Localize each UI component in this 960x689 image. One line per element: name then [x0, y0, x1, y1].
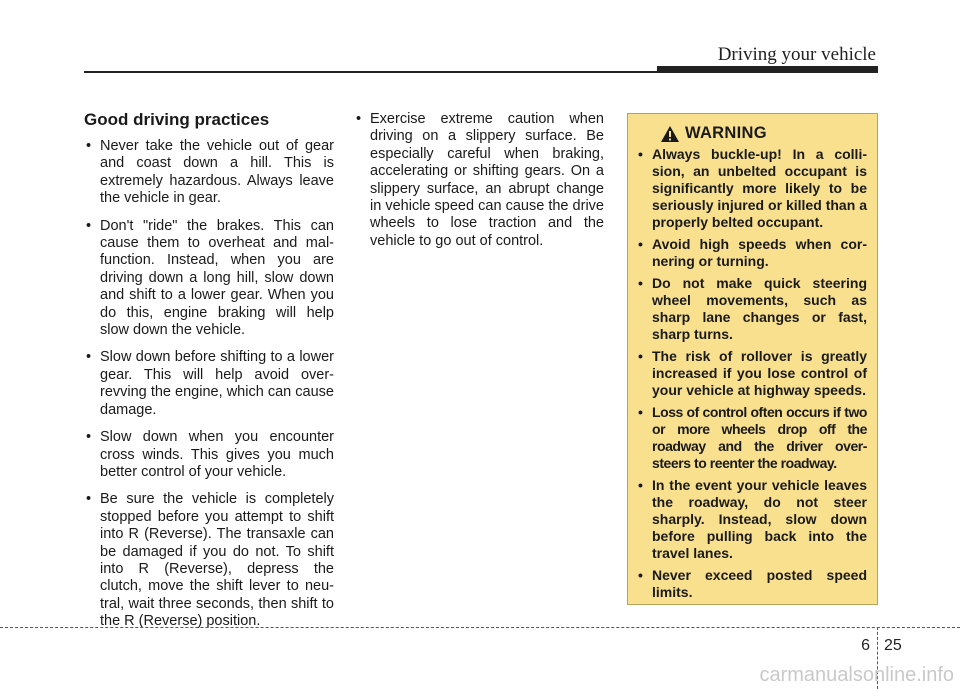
warning-title: WARNING	[685, 124, 767, 142]
slippery-surface-list	[354, 111, 604, 250]
list-item: • Do not make quick steering wheel movements, such as sharp lane changes or fast, sharp turns.	[636, 275, 867, 343]
list-item: • Always buckle-up! In a colli-sion, an unbelted occupant is significantly more likely to be seriously injured or killed than a properly belted occupant.	[636, 146, 867, 231]
list-item: • Never take the vehicle out of gear and coast down a hill. This is extremely hazardous. Always leave the vehicle in gear.	[84, 138, 334, 208]
list-item: • Avoid high speeds when cor-nering or turning.	[636, 236, 867, 270]
watermark: carmanualsonline.info	[759, 664, 954, 686]
middle-column	[354, 111, 604, 260]
section-title: Driving your vehicle	[717, 44, 876, 65]
list-item: • Be sure the vehicle is completely stopped before you attempt to shift into R (Reverse). The transaxle can be damaged if you do not. To shift into R (Reverse), depress the clutch, move the shift lever to neu-tral, wait three seconds, then shift to the R (Reverse) position.	[84, 491, 334, 630]
warning-box	[627, 113, 878, 605]
list-item: • Never exceed posted speed limits.	[636, 567, 867, 601]
list-item: • Slow down before shifting to a lower gear. This will help avoid over-revving the engine, which can cause damage.	[84, 349, 334, 419]
chapter-number: 6	[861, 637, 870, 654]
good-driving-list	[84, 138, 334, 631]
warning-header	[636, 124, 867, 143]
list-item: • Don't "ride" the brakes. This can cause them to overheat and mal-function. Instead, when you are driving down a long hill, slow down and shift to a lower gear. When you do this, engine braking will help slow down the vehicle.	[84, 218, 334, 340]
list-item: • The risk of rollover is greatly increased if you lose control of your vehicle at highway speeds.	[636, 348, 867, 399]
left-column	[84, 110, 334, 641]
header-rule-accent	[657, 66, 878, 73]
warning-list	[636, 146, 867, 601]
list-item: • In the event your vehicle leaves the roadway, do not steer sharply. Instead, slow down before pulling back into the travel lanes.	[636, 477, 867, 562]
footer-rule	[0, 627, 960, 628]
list-item: • Loss of control often occurs if two or more wheels drop off the roadway and the driver over-steers to reenter the roadway.	[636, 404, 867, 472]
page-number: 25	[884, 637, 902, 654]
list-item: • Slow down when you encounter cross winds. This gives you much better control of your vehicle.	[84, 429, 334, 481]
list-item: • Exercise extreme caution when driving on a slippery surface. Be especially careful when braking, accelerating or shifting gears. On a slippery surface, an abrupt change in vehicle speed can cause the drive wheels to lose traction and the vehicle to go out of control.	[354, 111, 604, 250]
warning-triangle-icon	[660, 125, 680, 143]
good-driving-heading: Good driving practices	[84, 110, 270, 129]
